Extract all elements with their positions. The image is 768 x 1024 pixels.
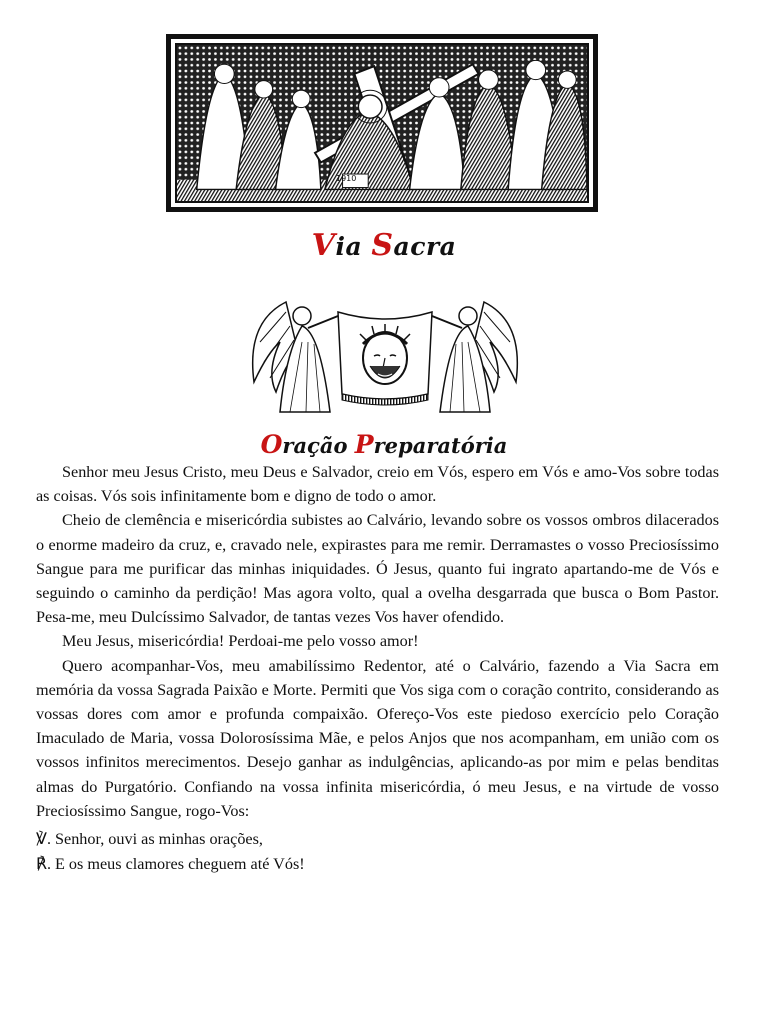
paragraph: Quero acompanhar-Vos, meu amabilíssimo Redentor, até o Calvário, fazendo a Via Sacra em memória da vossa Sagrada Paixão e Morte. Permiti que Vos siga com o coração contrito, considerando as vossas dores com amor e profunda compaixão. Ofereço-Vos este piedoso exercício pelo Coração Imaculado de Maria, vossa Dolorosíssima Mãe, e pelos Anjos que nos acompanham, em união com os vossos infinitos merecimentos. Desejo ganhar as indulgências, aplicando-as por mim e pelas benditas almas do Purgatório. Confiando na vossa infinita misericórdia, ó meu Jesus, e na virtude de vosso Preciosíssimo Sangue, rogo-Vos:	[36, 656, 719, 820]
section-heading	[0, 430, 768, 459]
veil-with-angels-engraving-icon	[246, 282, 524, 414]
header-woodcut-image	[166, 34, 598, 212]
title-initial: S	[371, 228, 394, 263]
heading-text: ração	[282, 433, 355, 458]
response-symbol: ℟.	[36, 856, 51, 874]
via-crucis-woodcut-icon	[177, 45, 587, 201]
title-initial: V	[311, 228, 336, 263]
versicle-text: Senhor, ouvi as minhas orações,	[50, 830, 263, 849]
heading-initial: O	[260, 430, 283, 459]
versicle-symbol: ℣.	[36, 831, 51, 849]
paragraph: Senhor meu Jesus Cristo, meu Deus e Salvador, creio em Vós, espero em Vós e amo-Vos sobre todas as coisas. Vós sois infinitamente bom e digno de todo o amor.	[36, 463, 719, 506]
response-text: E os meus clamores cheguem até Vós!	[50, 855, 305, 874]
page-title	[0, 228, 768, 263]
heading-initial: P	[354, 430, 374, 459]
title-text: acra	[393, 232, 457, 261]
veronica-veil-image	[246, 282, 524, 414]
prayer-body	[36, 460, 719, 877]
versicle-line	[36, 827, 719, 852]
heading-text: reparatória	[373, 433, 508, 458]
response-line	[36, 852, 719, 877]
woodcut-date-mark: 1910	[336, 174, 357, 183]
title-text: ia	[335, 232, 372, 261]
paragraph: Meu Jesus, misericórdia! Perdoai-me pelo vosso amor!	[62, 632, 419, 651]
paragraph: Cheio de clemência e misericórdia subistes ao Calvário, levando sobre os vossos ombros dilacerados o enorme madeiro da cruz, e, cravado nele, expirastes para me remir. Derramastes o vosso Preciosíssimo Sangue para me purificar das minhas iniquidades. Ó Jesus, quanto fui ingrato apartando-me de Vós e seguindo o caminho da perdição! Mas agora volto, qual a ovelha desgarrada que busca o Bom Pastor. Pesa-me, meu Dulcíssimo Salvador, de tantas vezes Vos haver ofendido.	[36, 511, 719, 627]
